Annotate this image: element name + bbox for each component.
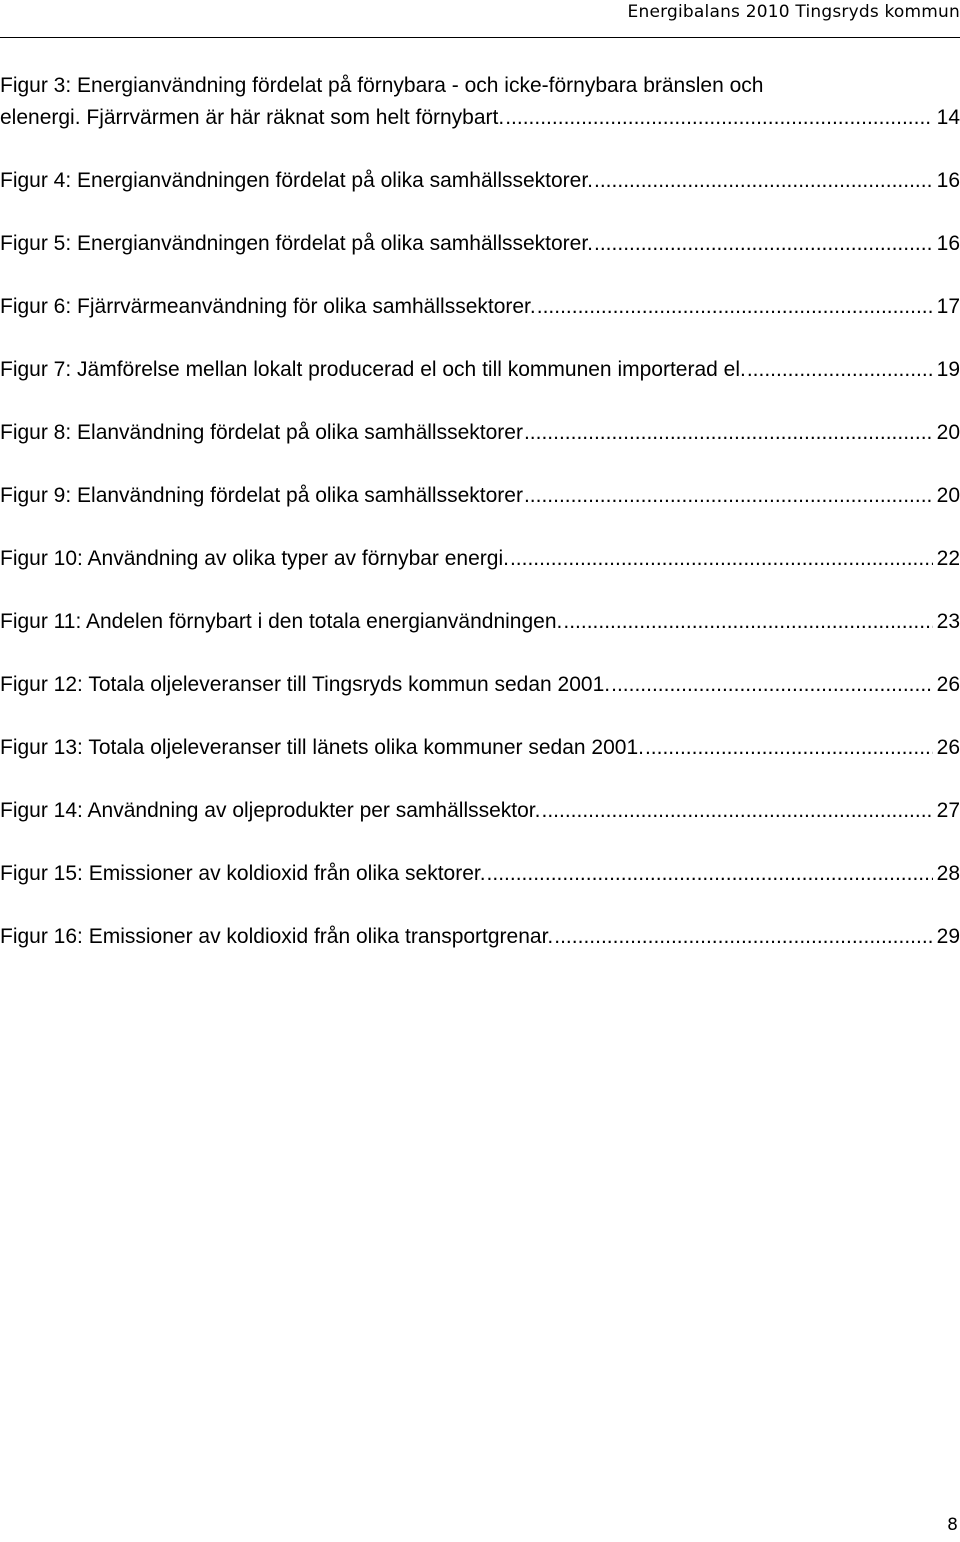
toc-entry-line	[0, 732, 960, 764]
toc-entry-line	[0, 795, 960, 827]
toc-entry-line	[0, 606, 960, 638]
toc-entry-title: Figur 11: Andelen förnybart i den totala energianvändningen.	[0, 610, 563, 633]
toc-entry-title: Figur 3: Energianvändning fördelat på förnybara - och icke-förnybara bränslen och	[0, 74, 764, 97]
toc-entry-line	[0, 70, 960, 102]
toc-entry-title: Figur 7: Jämförelse mellan lokalt producerad el och till kommunen importerad el.	[0, 358, 746, 381]
dot-leader	[524, 480, 933, 512]
toc-entry-page: 20	[936, 421, 960, 444]
toc-entry-title: Figur 8: Elanvändning fördelat på olika samhällssektorer	[0, 421, 523, 444]
toc-entry-line	[0, 480, 960, 512]
toc-entry-figur-12[interactable]	[0, 669, 960, 701]
dot-leader	[611, 669, 933, 701]
toc-entry-title: Figur 16: Emissioner av koldioxid från olika transportgrenar.	[0, 925, 554, 948]
toc-entry-page: 14	[936, 106, 960, 129]
toc-entry-line	[0, 669, 960, 701]
dot-leader	[524, 417, 933, 449]
toc-entry-page: 26	[936, 736, 960, 759]
page-number: 8	[947, 1515, 958, 1535]
toc-entry-figur-9[interactable]	[0, 480, 960, 512]
dot-leader	[645, 732, 933, 764]
toc-entry-line	[0, 102, 960, 134]
dot-leader	[487, 858, 933, 890]
toc-entry-figur-8[interactable]	[0, 417, 960, 449]
toc-entry-figur-14[interactable]	[0, 795, 960, 827]
toc-entry-title: Figur 14: Användning av oljeprodukter per samhällssektor.	[0, 799, 541, 822]
toc-entry-title-continued: elenergi. Fjärrvärmen är här räknat som helt förnybart.	[0, 106, 505, 129]
toc-entry-line	[0, 858, 960, 890]
toc-entry-page: 16	[936, 169, 960, 192]
toc-entry-line	[0, 354, 960, 386]
dot-leader	[541, 795, 933, 827]
toc-entry-line	[0, 543, 960, 575]
toc-entry-figur-10[interactable]	[0, 543, 960, 575]
toc-entry-figur-4[interactable]	[0, 165, 960, 197]
dot-leader	[747, 354, 933, 386]
dot-leader	[594, 228, 933, 260]
dot-leader	[563, 606, 933, 638]
toc-entry-line	[0, 921, 960, 953]
running-header: Energibalans 2010 Tingsryds kommun	[627, 2, 960, 22]
toc-entry-page: 23	[936, 610, 960, 633]
toc-entry-page: 27	[936, 799, 960, 822]
toc-entry-page: 26	[936, 673, 960, 696]
toc-entry-title: Figur 12: Totala oljeleveranser till Tingsryds kommun sedan 2001.	[0, 673, 611, 696]
toc-entry-figur-15[interactable]	[0, 858, 960, 890]
toc-entry-title: Figur 13: Totala oljeleveranser till länets olika kommuner sedan 2001.	[0, 736, 644, 759]
toc-entry-page: 19	[936, 358, 960, 381]
toc-entry-figur-5[interactable]	[0, 228, 960, 260]
toc-entry-figur-7[interactable]	[0, 354, 960, 386]
toc-entry-line	[0, 228, 960, 260]
list-of-figures	[0, 70, 960, 984]
toc-entry-line	[0, 165, 960, 197]
toc-entry-page: 20	[936, 484, 960, 507]
dot-leader	[537, 291, 933, 323]
toc-entry-figur-3[interactable]	[0, 70, 960, 134]
toc-entry-figur-6[interactable]	[0, 291, 960, 323]
toc-entry-page: 29	[936, 925, 960, 948]
toc-entry-title: Figur 15: Emissioner av koldioxid från olika sektorer.	[0, 862, 486, 885]
toc-entry-page: 28	[936, 862, 960, 885]
toc-entry-line	[0, 291, 960, 323]
header-divider	[0, 37, 960, 38]
dot-leader	[594, 165, 933, 197]
toc-entry-figur-11[interactable]	[0, 606, 960, 638]
toc-entry-figur-13[interactable]	[0, 732, 960, 764]
toc-entry-figur-16[interactable]	[0, 921, 960, 953]
dot-leader	[554, 921, 933, 953]
toc-entry-line	[0, 417, 960, 449]
dot-leader	[510, 543, 933, 575]
toc-entry-title: Figur 10: Användning av olika typer av förnybar energi.	[0, 547, 509, 570]
toc-entry-title: Figur 6: Fjärrvärmeanvändning för olika samhällssektorer.	[0, 295, 536, 318]
toc-entry-page: 16	[936, 232, 960, 255]
toc-entry-title: Figur 5: Energianvändningen fördelat på olika samhällssektorer.	[0, 232, 594, 255]
toc-entry-title: Figur 9: Elanvändning fördelat på olika samhällssektorer	[0, 484, 523, 507]
toc-entry-page: 17	[936, 295, 960, 318]
toc-entry-page: 22	[936, 547, 960, 570]
toc-entry-title: Figur 4: Energianvändningen fördelat på olika samhällssektorer.	[0, 169, 594, 192]
dot-leader	[505, 102, 933, 134]
